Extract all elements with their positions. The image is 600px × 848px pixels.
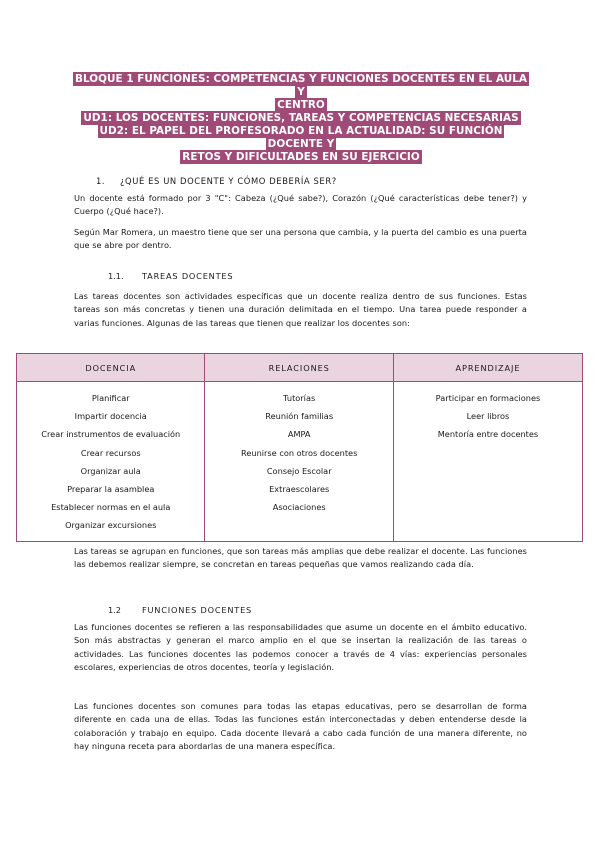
relaciones-cell <box>205 382 393 542</box>
section-1-2-heading <box>108 605 252 615</box>
list-item: Crear instrumentos de evaluación <box>41 429 181 440</box>
title-line: CENTRO <box>277 99 325 111</box>
title-line: RETOS Y DIFICULTADES EN SU EJERCICIO <box>182 151 420 163</box>
column-header-relaciones: RELACIONES <box>205 354 393 382</box>
section-1-1-heading <box>108 271 233 281</box>
list-item: Mentoría entre docentes <box>437 429 539 440</box>
paragraph: Las tareas se agrupan en funciones, que son tareas más amplias que debe realizar el docente. Las funciones las debemos realizar siempre, se concretan en tareas pequeñas que vamos realizando cada día. <box>74 546 527 570</box>
list-item: Preparar la asamblea <box>67 484 155 495</box>
paragraph: Según Mar Romera, un maestro tiene que ser una persona que cambia, y la puerta del cambio es una puerta que se abre por dentro. <box>74 227 527 251</box>
paragraph: Las funciones docentes son comunes para todas las etapas educativas, pero se desarrollan de forma diferente en cada una de ellas. Todas las funciones están interconectadas y deben entenderse desde la colaboración y trabajo en equipo. Cada docente llevará a cabo cada función de una manera diferente, no hay ninguna receta para abordarlas de una manera específica. <box>74 701 527 752</box>
section-1-heading <box>96 176 337 186</box>
docencia-cell <box>17 382 205 542</box>
section-number: 1.2 <box>108 605 122 615</box>
paragraph: Las tareas docentes son actividades específicas que un docente realiza dentro de sus funciones. Estas tareas son más concretas y tienen una duración delimitada en el tiempo. Una tarea puede responder a varias funciones. Algunas de las tareas que tienen que realizar los docentes son: <box>74 291 527 328</box>
list-item: Asociaciones <box>272 502 326 513</box>
paragraph: Un docente está formado por 3 "C": Cabeza (¿Qué sabe?), Corazón (¿Qué características debe tener?) y Cuerpo (¿Qué hace?). <box>74 193 527 217</box>
list-item: Crear recursos <box>80 447 141 458</box>
title-line: BLOQUE 1 FUNCIONES: COMPETENCIAS Y FUNCIONES DOCENTES EN EL AULA Y <box>75 73 527 98</box>
aprendizaje-cell <box>393 382 582 542</box>
column-header-aprendizaje: APRENDIZAJE <box>393 354 582 382</box>
tasks-table <box>16 353 583 542</box>
section-title: TAREAS DOCENTES <box>142 271 234 281</box>
list-item: Reunirse con otros docentes <box>241 447 358 458</box>
document-title <box>70 73 532 164</box>
paragraph: Las funciones docentes se refieren a las responsabilidades que asume un docente en el ámbito educativo. Son más abstractas y generan el marco amplio en el que se insertan la realización de las tareas o actividades. Las funciones docentes las podemos conocer a través de 4 vías: experiencias personales escolares, experiencias de otros docentes, teoría y legislación. <box>74 622 527 673</box>
table-header-row <box>17 354 583 382</box>
list-item: Leer libros <box>466 411 510 422</box>
title-line: UD1: LOS DOCENTES: FUNCIONES, TAREAS Y COMPETENCIAS NECESARIAS <box>83 112 519 124</box>
list-item: AMPA <box>287 429 311 440</box>
list-item: Establecer normas en el aula <box>51 502 171 513</box>
section-title: ¿QUÉ ES UN DOCENTE Y CÓMO DEBERÍA SER? <box>120 176 337 186</box>
section-number: 1.1. <box>108 271 124 281</box>
list-item: Tutorías <box>283 393 316 403</box>
list-item: Extraescolares <box>269 484 330 495</box>
title-line: UD2: EL PAPEL DEL PROFESORADO EN LA ACTUALIDAD: SU FUNCIÓN DOCENTE Y <box>99 125 503 150</box>
list-item: Organizar aula <box>80 465 141 476</box>
list-item: Consejo Escolar <box>266 465 332 476</box>
section-title: FUNCIONES DOCENTES <box>142 605 253 615</box>
column-header-docencia: DOCENCIA <box>17 354 205 382</box>
list-item: Participar en formaciones <box>435 393 541 403</box>
list-item: Impartir docencia <box>74 411 147 422</box>
table-row <box>17 382 583 542</box>
list-item: Organizar excursiones <box>65 520 157 531</box>
list-item: Reunión familias <box>265 411 334 422</box>
section-number: 1. <box>96 176 106 186</box>
list-item: Planificar <box>91 393 130 403</box>
